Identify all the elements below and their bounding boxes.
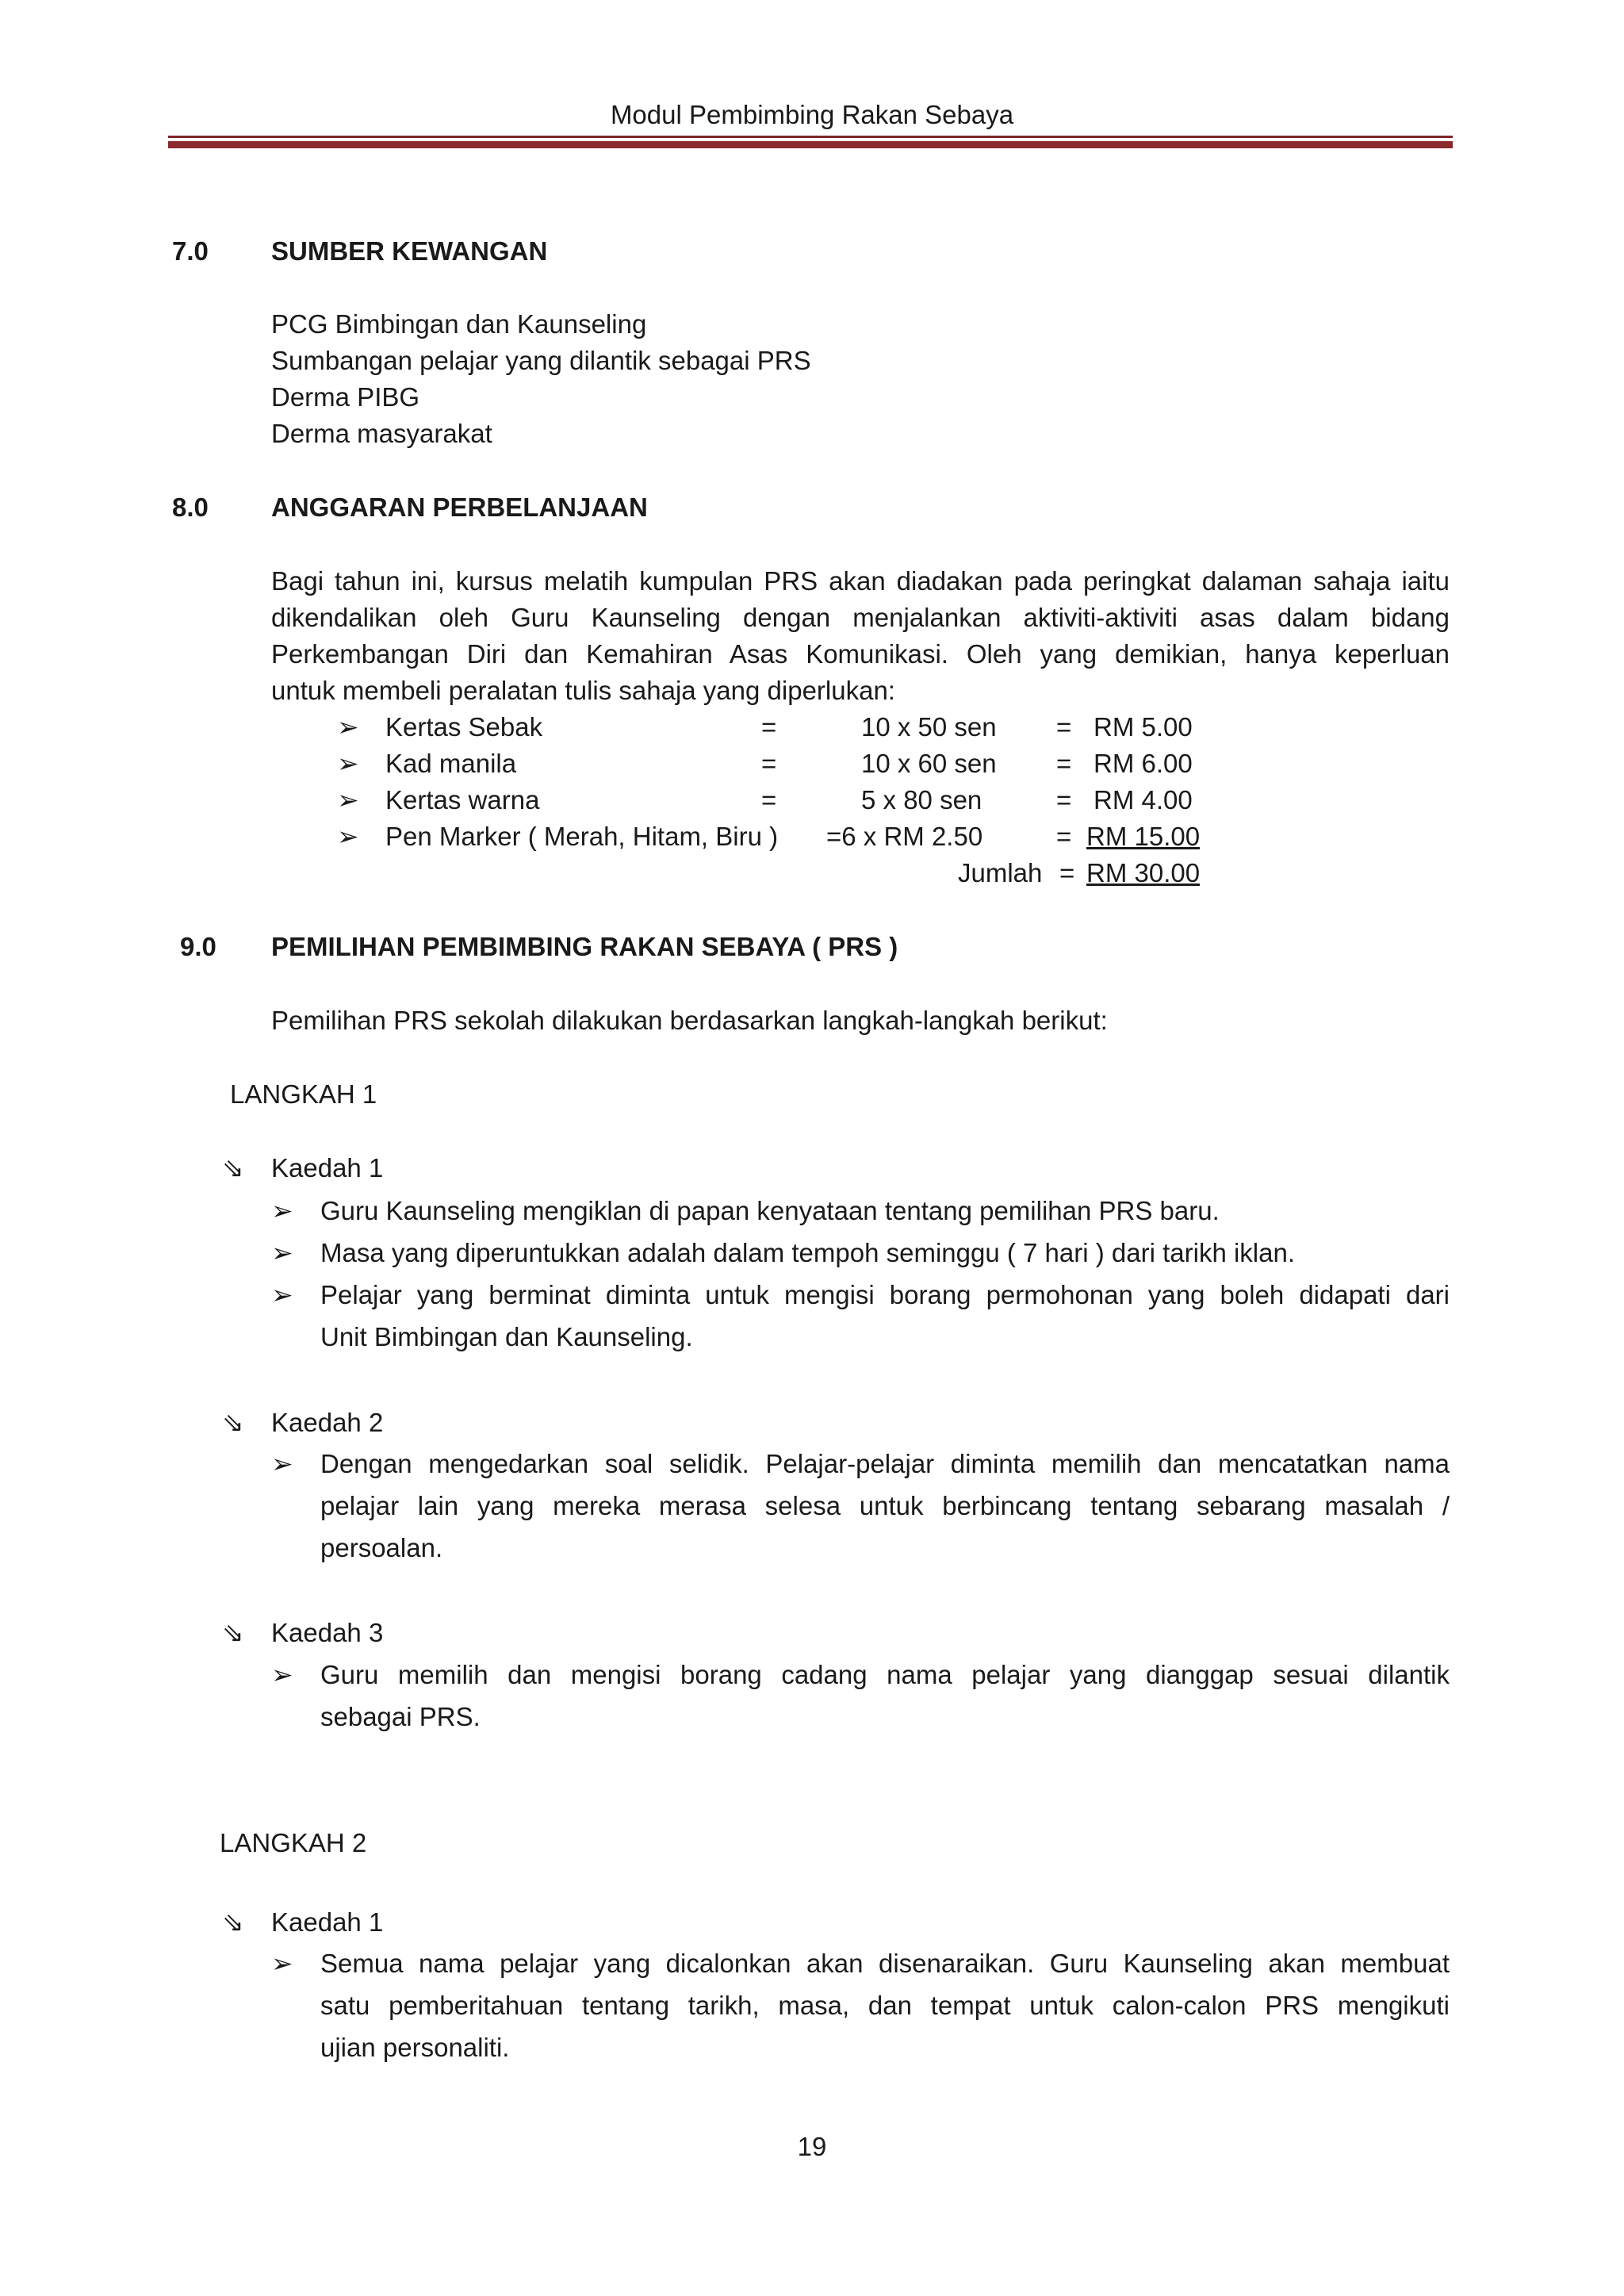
paragraph-line: dikendalikan oleh Guru Kaunseling dengan menjalankan aktiviti-aktiviti asas dalam bidang bbox=[271, 603, 1450, 632]
arrowhead-bullet-icon: ➢ bbox=[271, 1660, 293, 1689]
section-9-title: PEMILIHAN PEMBIMBING RAKAN SEBAYA ( PRS ) bbox=[271, 932, 898, 961]
budget-calc: 10 x 50 sen bbox=[861, 712, 997, 742]
budget-equals: = bbox=[761, 712, 777, 742]
budget-calc: 5 x 80 sen bbox=[861, 785, 982, 815]
budget-item: Kad manila bbox=[385, 749, 517, 778]
hollow-arrow-bullet-icon: ⇘ bbox=[222, 1408, 244, 1437]
budget-equals: = bbox=[761, 785, 777, 815]
arrowhead-bullet-icon: ➢ bbox=[271, 1449, 293, 1478]
step-1-label: LANGKAH 1 bbox=[230, 1079, 377, 1109]
page-number: 19 bbox=[797, 2132, 827, 2161]
arrowhead-bullet-icon: ➢ bbox=[337, 712, 359, 742]
method-label: Kaedah 1 bbox=[271, 1153, 384, 1182]
budget-calc: 10 x 60 sen bbox=[861, 749, 997, 778]
funding-item: PCG Bimbingan dan Kaunseling bbox=[271, 309, 647, 339]
paragraph-line: Bagi tahun ini, kursus melatih kumpulan PRS akan diadakan pada peringkat dalaman sahaja iaitu bbox=[271, 566, 1450, 596]
method-bullet: Guru Kaunseling mengiklan di papan kenyataan tentang pemilihan PRS baru. bbox=[320, 1196, 1220, 1225]
budget-equals: = bbox=[1056, 785, 1072, 815]
budget-equals: = bbox=[1056, 822, 1072, 851]
hollow-arrow-bullet-icon: ⇘ bbox=[222, 1907, 244, 1937]
method-bullet: Dengan mengedarkan soal selidik. Pelajar-pelajar diminta memilih dan mencatatkan nama bbox=[320, 1449, 1450, 1478]
header-rule-thin bbox=[168, 136, 1453, 138]
budget-sum-equals: = bbox=[1059, 858, 1075, 887]
funding-item: Sumbangan pelajar yang dilantik sebagai PRS bbox=[271, 346, 811, 375]
budget-sum-value: RM 30.00 bbox=[1086, 858, 1201, 887]
method-bullet-cont: satu pemberitahuan tentang tarikh, masa, dan tempat untuk calon-calon PRS mengikuti bbox=[320, 1991, 1450, 2020]
arrowhead-bullet-icon: ➢ bbox=[271, 1196, 293, 1225]
method-bullet-cont: ujian personaliti. bbox=[320, 2033, 510, 2062]
header-rule-thick bbox=[168, 141, 1453, 148]
budget-equals: = bbox=[1056, 712, 1072, 742]
arrowhead-bullet-icon: ➢ bbox=[271, 1949, 293, 1978]
section-7-number: 7.0 bbox=[172, 236, 209, 266]
budget-item: Kertas warna bbox=[385, 785, 540, 815]
method-bullet: Guru memilih dan mengisi borang cadang nama pelajar yang dianggap sesuai dilantik bbox=[320, 1660, 1450, 1689]
section-7-title: SUMBER KEWANGAN bbox=[271, 236, 548, 266]
method-label: Kaedah 2 bbox=[271, 1408, 384, 1437]
section-9-intro: Pemilihan PRS sekolah dilakukan berdasarkan langkah-langkah berikut: bbox=[271, 1006, 1108, 1035]
method-bullet-cont: persoalan. bbox=[320, 1533, 443, 1562]
budget-total: RM 4.00 bbox=[1094, 785, 1193, 815]
method-bullet-cont: pelajar lain yang mereka merasa selesa untuk berbincang tentang sebarang masalah / bbox=[320, 1491, 1450, 1520]
method-label: Kaedah 1 bbox=[271, 1907, 384, 1937]
budget-total: RM 5.00 bbox=[1094, 712, 1193, 742]
section-9-number: 9.0 bbox=[180, 932, 216, 961]
method-bullet: Semua nama pelajar yang dicalonkan akan disenaraikan. Guru Kaunseling akan membuat bbox=[320, 1949, 1450, 1978]
hollow-arrow-bullet-icon: ⇘ bbox=[222, 1618, 244, 1647]
step-2-label: LANGKAH 2 bbox=[220, 1828, 367, 1857]
funding-item: Derma masyarakat bbox=[271, 419, 492, 448]
budget-sum-label: Jumlah bbox=[958, 858, 1043, 887]
budget-equals: = bbox=[1056, 749, 1072, 778]
arrowhead-bullet-icon: ➢ bbox=[337, 749, 359, 778]
arrowhead-bullet-icon: ➢ bbox=[271, 1238, 293, 1267]
budget-calc: =6 x RM 2.50 bbox=[826, 822, 983, 851]
paragraph-line: untuk membeli peralatan tulis sahaja yang diperlukan: bbox=[271, 676, 895, 705]
method-bullet-cont: Unit Bimbingan dan Kaunseling. bbox=[320, 1322, 693, 1351]
method-bullet: Masa yang diperuntukkan adalah dalam tempoh seminggu ( 7 hari ) dari tarikh iklan. bbox=[320, 1238, 1296, 1267]
method-bullet-cont: sebagai PRS. bbox=[320, 1702, 481, 1731]
funding-item: Derma PIBG bbox=[271, 382, 420, 412]
hollow-arrow-bullet-icon: ⇘ bbox=[222, 1153, 244, 1182]
page-header-title: Modul Pembimbing Rakan Sebaya bbox=[610, 100, 1014, 129]
budget-total: RM 15.00 bbox=[1086, 822, 1201, 851]
budget-item: Kertas Sebak bbox=[385, 712, 543, 742]
arrowhead-bullet-icon: ➢ bbox=[337, 785, 359, 815]
paragraph-line: Perkembangan Diri dan Kemahiran Asas Komunikasi. Oleh yang demikian, hanya keperluan bbox=[271, 639, 1450, 669]
section-8-number: 8.0 bbox=[172, 493, 209, 522]
section-8-title: ANGGARAN PERBELANJAAN bbox=[271, 493, 648, 522]
budget-item: Pen Marker ( Merah, Hitam, Biru ) bbox=[385, 822, 779, 851]
method-bullet: Pelajar yang berminat diminta untuk mengisi borang permohonan yang boleh didapati dari bbox=[320, 1280, 1450, 1309]
budget-equals: = bbox=[761, 749, 777, 778]
arrowhead-bullet-icon: ➢ bbox=[271, 1280, 293, 1309]
method-label: Kaedah 3 bbox=[271, 1618, 384, 1647]
budget-total: RM 6.00 bbox=[1094, 749, 1193, 778]
arrowhead-bullet-icon: ➢ bbox=[337, 822, 359, 851]
